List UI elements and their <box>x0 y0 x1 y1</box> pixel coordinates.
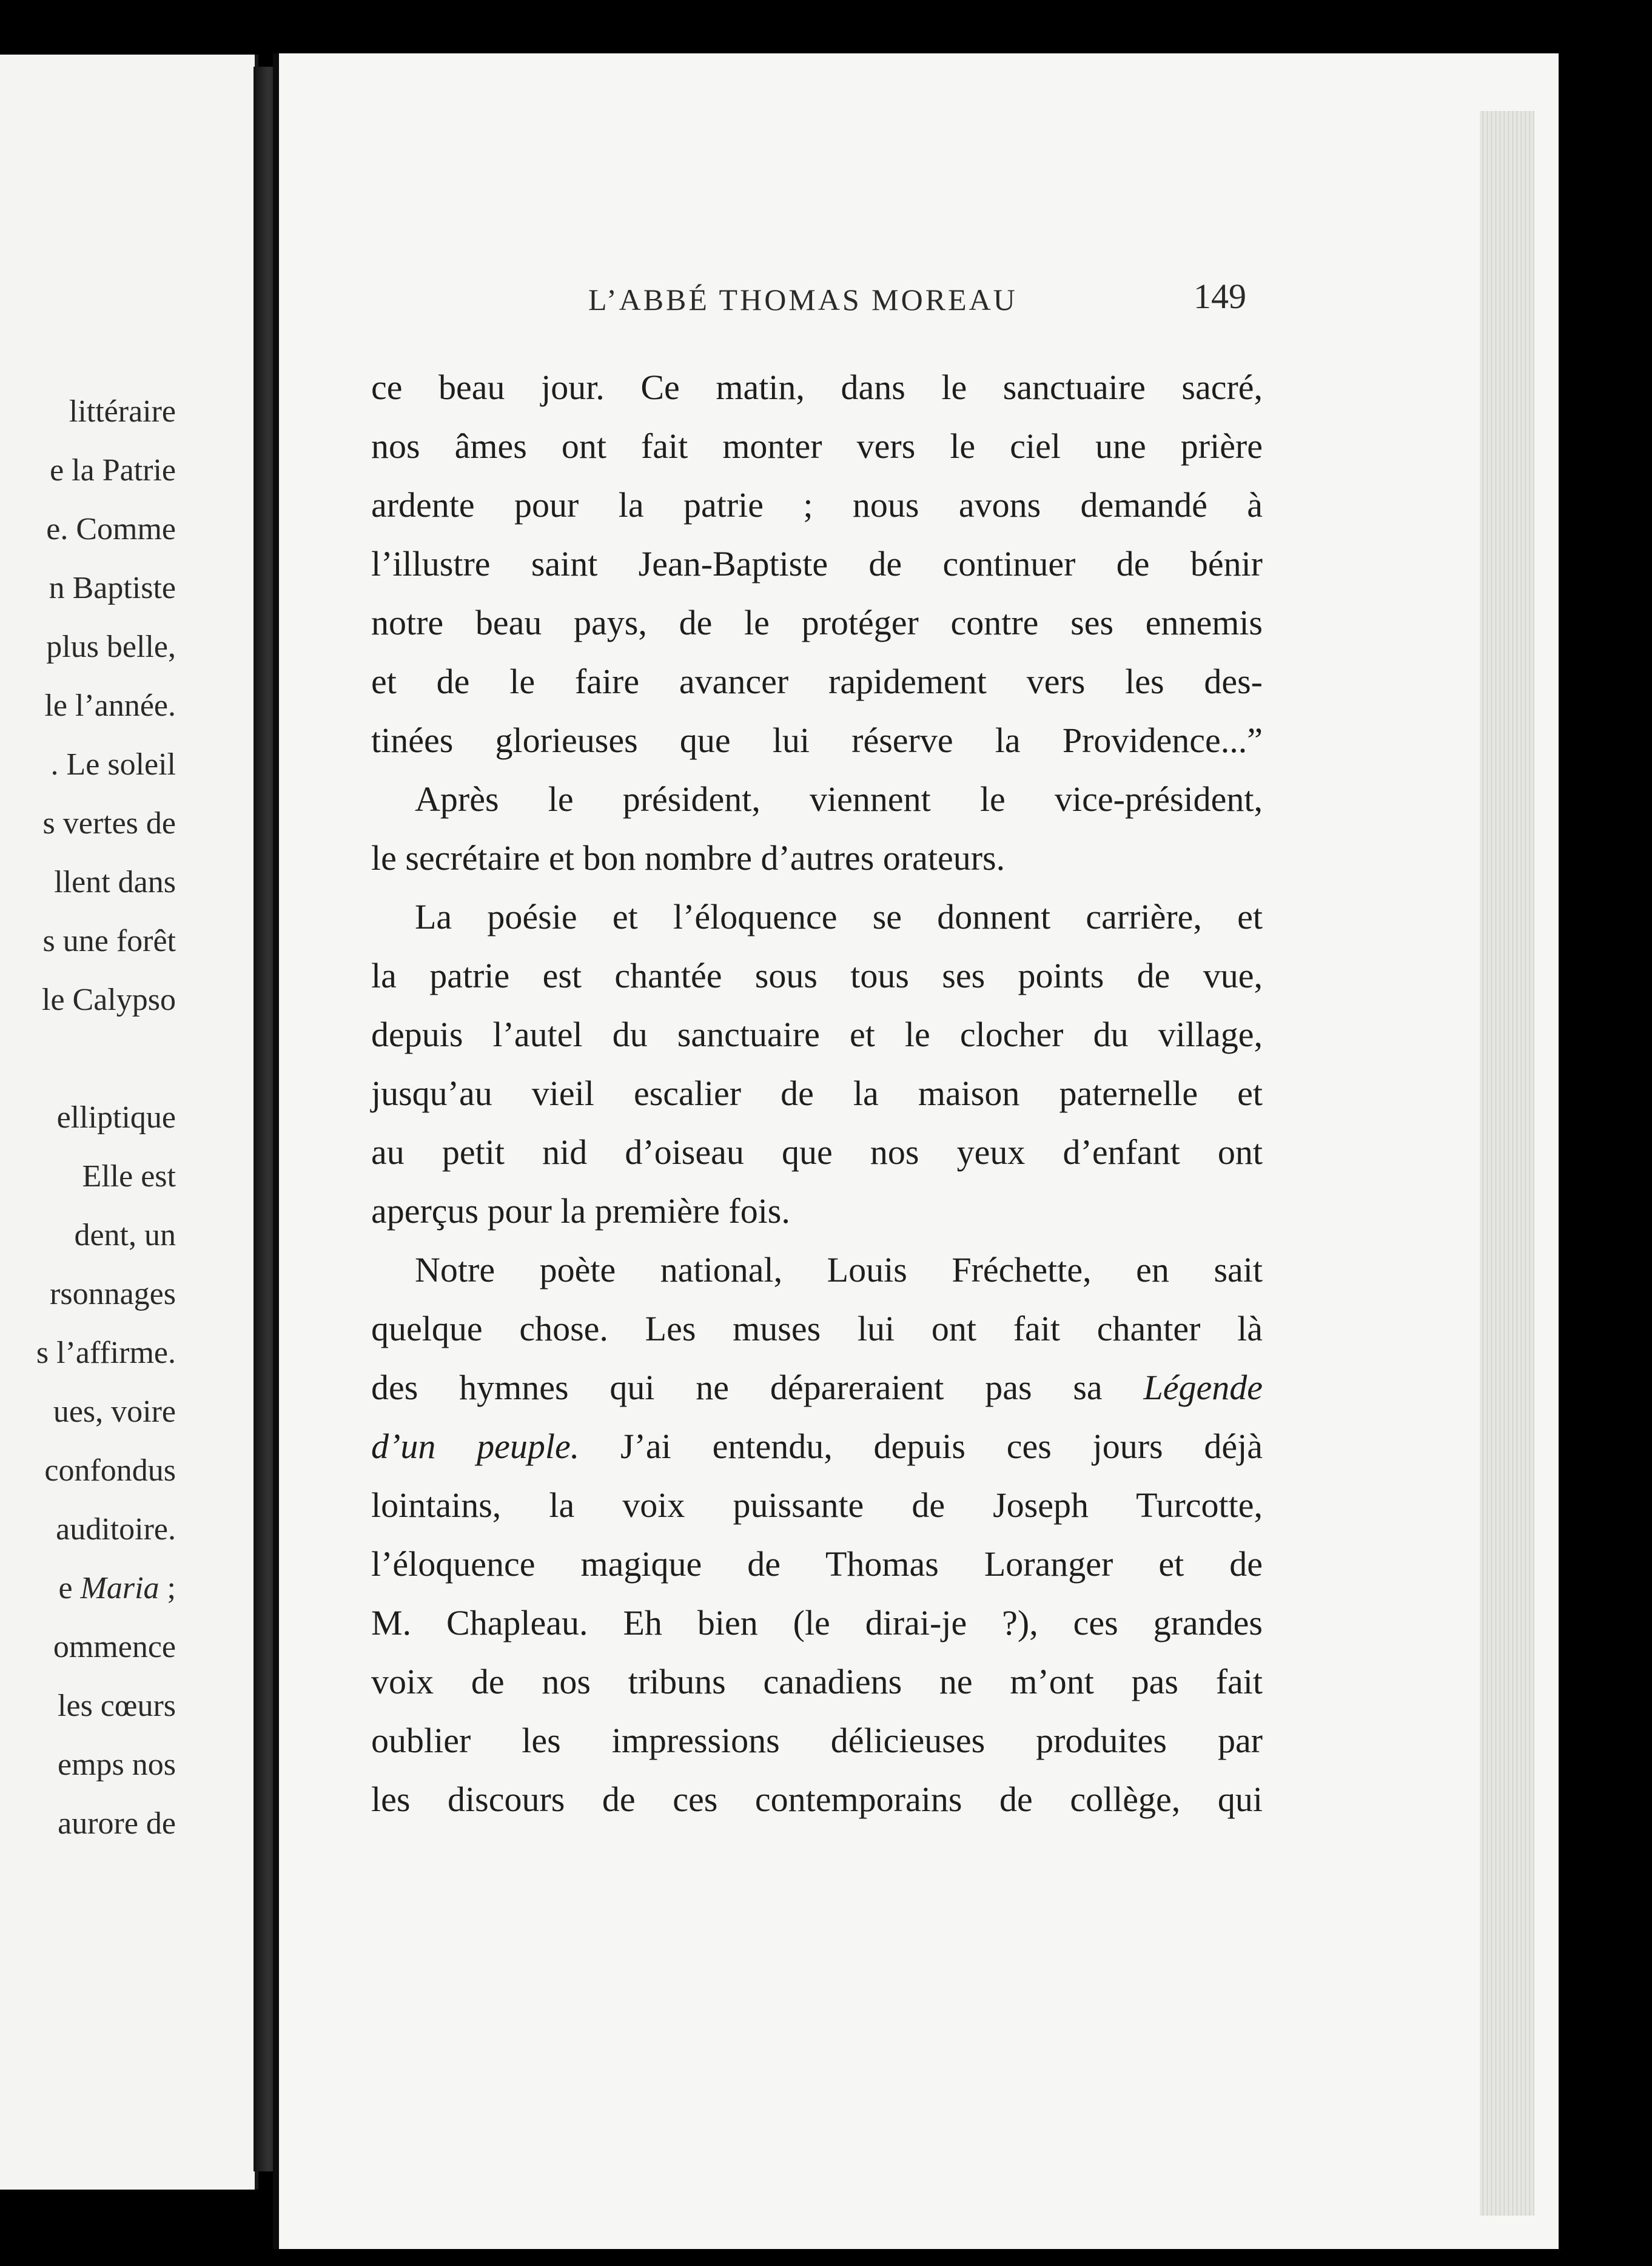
previous-page-line: ues, voire <box>53 1394 176 1429</box>
previous-page-line: le Calypso <box>42 983 176 1017</box>
previous-page-line: elliptique <box>56 1100 176 1135</box>
text-line: nos âmes ont fait monter vers le ciel une prière <box>371 426 1263 466</box>
previous-page-line: dent, un <box>74 1218 176 1252</box>
text-line: aperçus pour la première fois. <box>371 1191 790 1231</box>
running-head: L’ABBÉ THOMAS MOREAU <box>588 283 1018 317</box>
text-line: tinées glorieuses que lui réserve la Providence...” <box>371 721 1263 760</box>
text-line: l’éloquence magique de Thomas Loranger et de <box>371 1544 1263 1584</box>
previous-page-text <box>36 382 176 1853</box>
previous-page-line: rsonnages <box>50 1277 176 1311</box>
previous-page-line: littéraire <box>69 394 176 429</box>
previous-page-line: le l’année. <box>44 688 176 723</box>
previous-page-line: confondus <box>44 1453 176 1488</box>
previous-page-line: les cœurs <box>58 1689 176 1723</box>
text-line: Après le président, viennent le vice-président, <box>415 779 1263 819</box>
text-line: jusqu’au vieil escalier de la maison paternelle et <box>371 1074 1263 1113</box>
text-line: voix de nos tribuns canadiens ne m’ont pas fait <box>371 1662 1263 1701</box>
text-line: le secrétaire et bon nombre d’autres orateurs. <box>371 838 1006 878</box>
text-line: d’un peuple. J’ai entendu, depuis ces jours déjà <box>371 1427 1263 1466</box>
text-line: quelque chose. Les muses lui ont fait chanter là <box>371 1309 1263 1348</box>
text-line: les discours de ces contemporains de collège, qui <box>371 1780 1263 1819</box>
previous-page-line <box>36 1029 176 1088</box>
previous-page-line: emps nos <box>58 1747 176 1782</box>
previous-page-line: aurore de <box>58 1806 176 1841</box>
text-line: ardente pour la patrie ; nous avons demandé à <box>371 485 1263 525</box>
page-edges <box>1480 111 1534 2216</box>
text-line: lointains, la voix puissante de Joseph Turcotte, <box>371 1485 1263 1525</box>
previous-page-line: s une forêt <box>42 924 176 958</box>
text-line: ce beau jour. Ce matin, dans le sanctuaire sacré, <box>371 368 1263 407</box>
previous-page-line: Elle est <box>82 1159 176 1194</box>
text-line: au petit nid d’oiseau que nos yeux d’enfant ont <box>371 1132 1263 1172</box>
previous-page-fragment <box>0 55 258 2190</box>
previous-page-line: n Baptiste <box>49 571 176 605</box>
text-line: Notre poète national, Louis Fréchette, en sait <box>415 1250 1263 1289</box>
text-line: la patrie est chantée sous tous ses points de vue, <box>371 956 1263 995</box>
previous-page-line: ommence <box>53 1630 176 1664</box>
text-line: des hymnes qui ne dépareraient pas sa Légende <box>371 1368 1263 1407</box>
previous-page-line: e Maria ; <box>58 1571 176 1605</box>
previous-page-line: . Le soleil <box>50 747 176 782</box>
previous-page-line: s vertes de <box>42 806 176 841</box>
page-body-text <box>371 358 1263 1829</box>
text-line: La poésie et l’éloquence se donnent carrière, et <box>415 897 1263 936</box>
text-line: notre beau pays, de le protéger contre ses ennemis <box>371 603 1263 642</box>
page-number: 149 <box>1194 277 1246 316</box>
text-line: M. Chapleau. Eh bien (le dirai-je ?), ces grandes <box>371 1603 1263 1642</box>
text-line: et de le faire avancer rapidement vers les des- <box>371 662 1263 701</box>
previous-page-line: e la Patrie <box>50 453 176 488</box>
previous-page-line: plus belle, <box>46 630 176 664</box>
previous-page-line: e. Comme <box>46 512 176 546</box>
previous-page-line: s l’affirme. <box>36 1336 176 1370</box>
previous-page-line: llent dans <box>54 865 176 899</box>
text-line: l’illustre saint Jean-Baptiste de continuer de bénir <box>371 544 1263 583</box>
text-line: oublier les impressions délicieuses produites par <box>371 1721 1263 1760</box>
text-line: depuis l’autel du sanctuaire et le clocher du village, <box>371 1015 1263 1054</box>
previous-page-line: auditoire. <box>56 1512 176 1547</box>
